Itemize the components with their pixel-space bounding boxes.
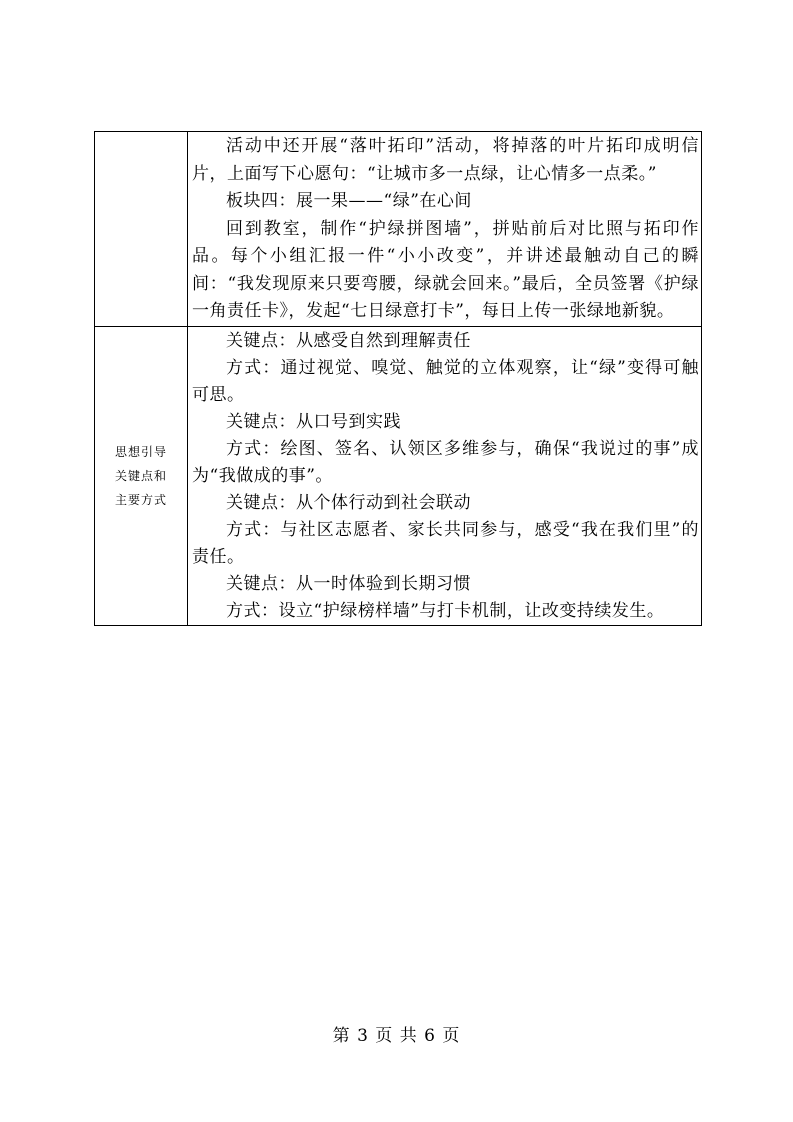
row-label-line: 主要方式 bbox=[114, 492, 167, 507]
key-point: 关键点：从口号到实践 bbox=[226, 411, 401, 432]
row-label-line: 关键点和 bbox=[114, 468, 167, 483]
method: 方式：绘图、签名、认领区多维参与，确保“我说过的事”成为“我做成的事”。 bbox=[192, 438, 699, 486]
row-label-cell bbox=[95, 132, 188, 327]
table-row bbox=[95, 326, 702, 625]
page-number-footer: 第 3 页 共 6 页 bbox=[332, 1026, 461, 1046]
key-point: 关键点：从个体行动到社会联动 bbox=[226, 492, 471, 513]
table-row bbox=[95, 132, 702, 327]
paragraph: 回到教室，制作“护绿拼图墙”，拼贴前后对比照与拓印作品。每个小组汇报一件“小小改变”，并讲述最触动自己的瞬间：“我发现原来只要弯腰，绿就会回来。”最后，全员签署《护绿一角责任卡》，发起“七日绿意打卡”，每日上传一张绿地新貌。 bbox=[192, 218, 699, 321]
row-label-line: 思想引导 bbox=[114, 444, 167, 459]
method: 方式：设立“护绿榜样墙”与打卡机制，让改变持续发生。 bbox=[226, 600, 665, 621]
method: 方式：与社区志愿者、家长共同参与，感受“我在我们里”的责任。 bbox=[192, 519, 699, 567]
row-content-cell bbox=[188, 326, 702, 625]
key-point: 关键点：从感受自然到理解责任 bbox=[226, 330, 471, 351]
method: 方式：通过视觉、嗅觉、触觉的立体观察，让“绿”变得可触可思。 bbox=[192, 357, 699, 405]
row-label-cell bbox=[95, 326, 188, 625]
section-heading: 板块四：展一果——“绿”在心间 bbox=[226, 191, 472, 211]
key-point: 关键点：从一时体验到长期习惯 bbox=[226, 573, 471, 594]
paragraph: 活动中还开展“落叶拓印”活动，将掉落的叶片拓印成明信片，上面写下心愿句：“让城市多一点绿，让心情多一点柔。” bbox=[192, 136, 699, 184]
content-table bbox=[94, 131, 702, 626]
row-content-cell bbox=[188, 132, 702, 327]
